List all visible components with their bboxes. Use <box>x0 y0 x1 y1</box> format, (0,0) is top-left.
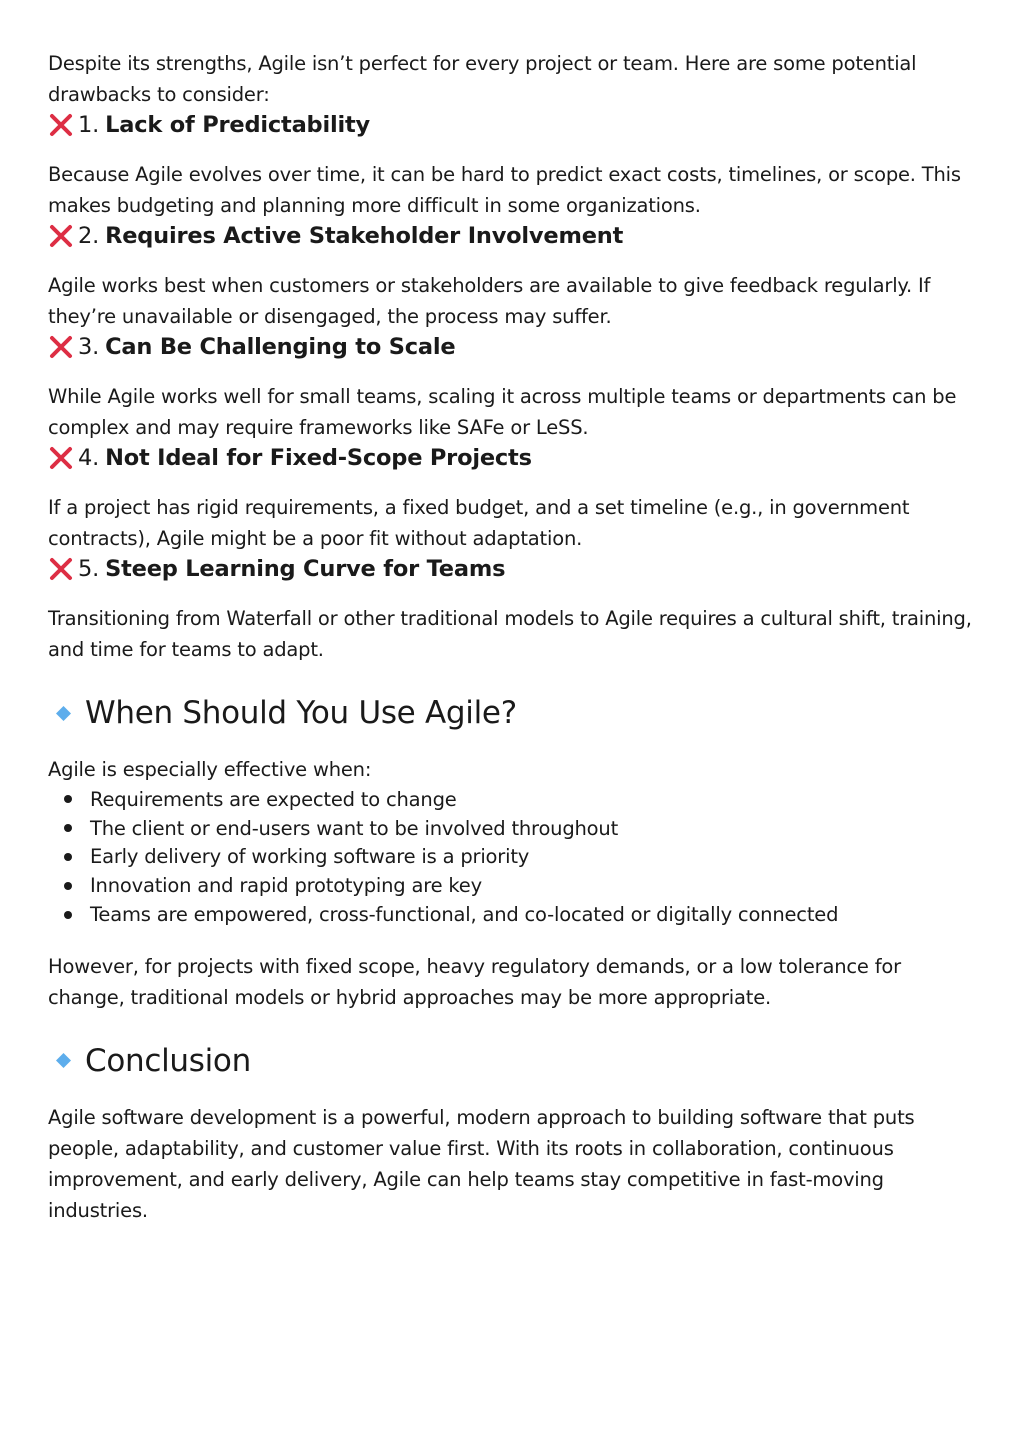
section-heading-text: When Should You Use Agile? <box>85 695 517 731</box>
drawback-title: Requires Active Stakeholder Involvement <box>105 223 624 249</box>
drawback-number: 2. <box>78 223 100 249</box>
drawback-description-4: If a project has rigid requirements, a fixed budget, and a set timeline (e.g., in government contracts), Agile might be a poor fit without adaptation. <box>48 496 910 550</box>
cross-mark-icon <box>48 334 74 360</box>
blue-diamond-icon <box>56 1053 71 1068</box>
drawback-heading-1 <box>48 110 976 140</box>
bullet-icon <box>64 853 72 861</box>
drawback-title: Steep Learning Curve for Teams <box>105 556 506 582</box>
list-item <box>48 900 976 929</box>
when-bullet-list <box>48 785 976 929</box>
drawback-description-3: While Agile works well for small teams, scaling it across multiple teams or departments can be complex and may require frameworks like SAFe or LeSS. <box>48 385 957 439</box>
when-intro-paragraph: Agile is especially effective when: <box>48 758 372 781</box>
blue-diamond-icon <box>56 706 71 721</box>
list-item-text: The client or end-users want to be involved throughout <box>90 816 619 840</box>
section-heading-conclusion <box>48 1039 976 1083</box>
drawback-heading-3 <box>48 332 976 362</box>
drawback-heading-2 <box>48 221 976 251</box>
cross-mark-icon <box>48 556 74 582</box>
list-item-text: Teams are empowered, cross-functional, and co-located or digitally connected <box>90 903 839 927</box>
list-item <box>48 814 976 843</box>
bullet-icon <box>64 911 72 919</box>
when-closing-paragraph: However, for projects with fixed scope, heavy regulatory demands, or a low tolerance for change, traditional models or hybrid approaches may be more appropriate. <box>48 954 901 1009</box>
bullet-icon <box>64 882 72 890</box>
list-item <box>48 843 976 872</box>
cross-mark-icon <box>48 223 74 249</box>
drawback-number: 3. <box>78 334 100 360</box>
drawback-number: 5. <box>78 556 100 582</box>
cross-mark-icon <box>48 112 74 138</box>
drawback-description-5: Transitioning from Waterfall or other traditional models to Agile requires a cultural shift, training, and time for teams to adapt. <box>48 607 972 661</box>
drawback-description-1: Because Agile evolves over time, it can be hard to predict exact costs, timelines, or scope. This makes budgeting and planning more difficult in some organizations. <box>48 163 961 217</box>
conclusion-paragraph: Agile software development is a powerful, modern approach to building software that puts people, adaptability, and customer value first. With its roots in collaboration, continuous improvement, and early delivery, Agile can help teams stay competitive in fast-moving industries. <box>48 1105 915 1222</box>
drawback-description-2: Agile works best when customers or stakeholders are available to give feedback regularly. If they’re unavailable or disengaged, the process may suffer. <box>48 274 931 328</box>
bullet-icon <box>64 824 72 832</box>
drawback-title: Not Ideal for Fixed-Scope Projects <box>105 445 532 471</box>
list-item-text: Requirements are expected to change <box>90 787 457 811</box>
drawback-title: Lack of Predictability <box>105 112 371 138</box>
drawback-number: 4. <box>78 445 100 471</box>
list-item <box>48 785 976 814</box>
drawback-title: Can Be Challenging to Scale <box>105 334 456 360</box>
section-heading-when-to-use <box>48 691 976 735</box>
list-item-text: Early delivery of working software is a priority <box>90 845 530 869</box>
section-heading-text: Conclusion <box>85 1042 251 1079</box>
cross-mark-icon <box>48 445 74 471</box>
list-item-text: Innovation and rapid prototyping are key <box>90 874 482 898</box>
drawback-heading-4 <box>48 443 976 473</box>
drawback-number: 1. <box>78 112 100 138</box>
drawback-heading-5 <box>48 554 976 584</box>
list-item <box>48 871 976 900</box>
intro-paragraph: Despite its strengths, Agile isn’t perfect for every project or team. Here are some potential drawbacks to consider: <box>48 52 917 106</box>
bullet-icon <box>64 795 72 803</box>
